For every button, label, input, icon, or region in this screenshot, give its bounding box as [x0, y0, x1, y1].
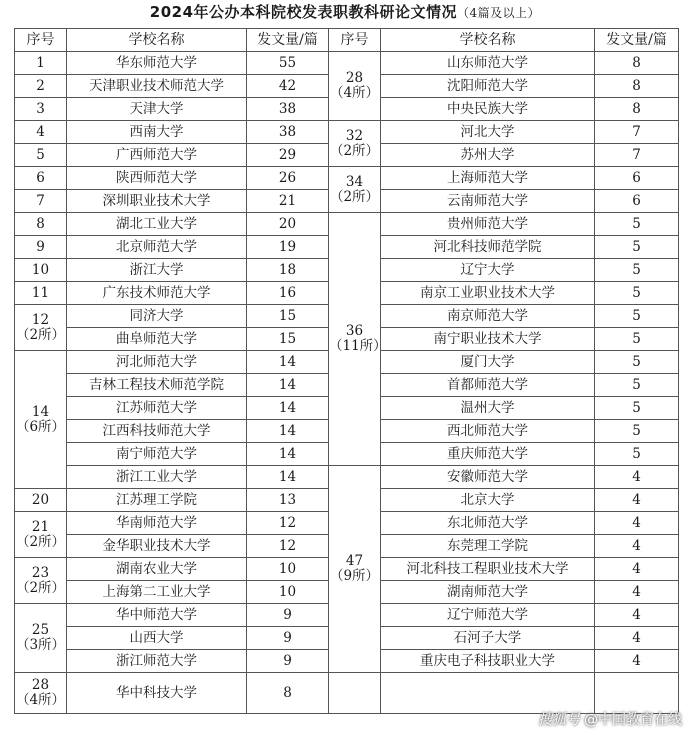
rank-cell	[329, 673, 381, 714]
paper-count-cell: 5	[595, 236, 679, 259]
paper-count-cell: 4	[595, 604, 679, 627]
school-name-cell: 曲阜师范大学	[67, 328, 247, 351]
school-name-cell: 山西大学	[67, 627, 247, 650]
paper-count-cell: 7	[595, 121, 679, 144]
paper-count-cell: 4	[595, 512, 679, 535]
paper-count-cell: 4	[595, 558, 679, 581]
paper-count-cell: 26	[247, 167, 329, 190]
paper-count-cell: 14	[247, 466, 329, 489]
table-row	[15, 121, 679, 144]
watermark	[538, 709, 682, 729]
school-name-cell: 首都师范大学	[381, 374, 595, 397]
paper-count-cell: 38	[247, 121, 329, 144]
school-name-cell: 河北大学	[381, 121, 595, 144]
school-name-cell: 陕西师范大学	[67, 167, 247, 190]
paper-count-cell: 5	[595, 282, 679, 305]
paper-count-cell: 4	[595, 466, 679, 489]
school-name-cell: 北京师范大学	[67, 236, 247, 259]
paper-count-cell: 4	[595, 535, 679, 558]
paper-count-cell: 4	[595, 627, 679, 650]
header-rank-left: 序号	[15, 29, 67, 52]
school-name-cell: 华东师范大学	[67, 52, 247, 75]
rank-number: 12	[31, 311, 50, 328]
paper-count-cell: 15	[247, 328, 329, 351]
paper-count-cell: 4	[595, 581, 679, 604]
school-name-cell: 浙江大学	[67, 259, 247, 282]
school-name-cell: 辽宁大学	[381, 259, 595, 282]
paper-count-cell: 9	[247, 627, 329, 650]
school-name-cell: 厦门大学	[381, 351, 595, 374]
paper-count-cell: 5	[595, 213, 679, 236]
table-row	[15, 466, 679, 489]
school-name-cell: 天津职业技术师范大学	[67, 75, 247, 98]
paper-count-cell: 9	[247, 650, 329, 673]
school-name-cell: 南京师范大学	[381, 305, 595, 328]
school-name-cell: 上海第二工业大学	[67, 581, 247, 604]
paper-count-cell: 10	[247, 581, 329, 604]
paper-count-cell: 5	[595, 328, 679, 351]
rank-tie-count: （2所）	[15, 533, 66, 550]
header-school-right: 学校名称	[381, 29, 595, 52]
rank-number: 3	[36, 100, 45, 117]
rank-tie-count: （3所）	[15, 637, 66, 653]
paper-count-cell: 14	[247, 443, 329, 466]
school-name-cell: 浙江工业大学	[67, 466, 247, 489]
paper-count-cell: 4	[595, 650, 679, 673]
header-rank-right: 序号	[329, 29, 381, 52]
school-name-cell: 云南师范大学	[381, 190, 595, 213]
rank-tie-count: （11所）	[329, 338, 387, 354]
school-name-cell: 东北师范大学	[381, 512, 595, 535]
school-name-cell: 西南大学	[67, 121, 247, 144]
rank-number: 28	[345, 70, 364, 86]
ranking-table	[14, 28, 679, 714]
rank-tie-count: （2所）	[15, 579, 66, 596]
paper-count-cell: 6	[595, 167, 679, 190]
rank-cell	[15, 236, 67, 259]
rank-tie-count: （6所）	[15, 418, 66, 435]
school-name-cell: 深圳职业技术大学	[67, 190, 247, 213]
rank-cell	[15, 144, 67, 167]
school-name-cell: 同济大学	[67, 305, 247, 328]
rank-number: 6	[36, 169, 45, 186]
rank-cell	[15, 489, 67, 512]
rank-tie-count: （2所）	[329, 142, 380, 159]
table-row	[15, 52, 679, 75]
school-name-cell: 重庆师范大学	[381, 443, 595, 466]
header-count-right: 发文量/篇	[595, 29, 679, 52]
school-name-cell: 吉林工程技术师范学院	[67, 374, 247, 397]
rank-cell	[15, 52, 67, 75]
header-count-left: 发文量/篇	[247, 29, 329, 52]
school-name-cell: 金华职业技术大学	[67, 535, 247, 558]
paper-count-cell: 5	[595, 351, 679, 374]
paper-count-cell	[595, 673, 679, 714]
rank-cell	[15, 512, 67, 558]
rank-tie-count: （9所）	[329, 568, 380, 584]
rank-number: 11	[31, 284, 50, 301]
rank-cell	[15, 213, 67, 236]
school-name-cell: 湖北工业大学	[67, 213, 247, 236]
table-subtitle: （4篇及以上）	[457, 6, 541, 20]
paper-count-cell: 8	[247, 673, 329, 714]
school-name-cell: 华中师范大学	[67, 604, 247, 627]
rank-cell	[15, 121, 67, 144]
school-name-cell: 河北师范大学	[67, 351, 247, 374]
rank-cell	[329, 466, 381, 673]
rank-number: 23	[31, 564, 50, 581]
paper-count-cell: 10	[247, 558, 329, 581]
table-row	[15, 167, 679, 190]
school-name-cell: 江西科技师范大学	[67, 420, 247, 443]
rank-cell	[15, 282, 67, 305]
paper-count-cell: 18	[247, 259, 329, 282]
rank-number: 8	[36, 215, 45, 232]
rank-cell	[15, 167, 67, 190]
rank-cell	[15, 190, 67, 213]
rank-tie-count: （2所）	[329, 188, 380, 205]
watermark-source: @中国教育在线	[584, 712, 682, 728]
school-name-cell: 南京工业职业技术大学	[381, 282, 595, 305]
school-name-cell: 湖南农业大学	[67, 558, 247, 581]
rank-number: 25	[31, 622, 50, 638]
paper-count-cell: 5	[595, 443, 679, 466]
rank-cell	[15, 351, 67, 489]
rank-cell	[15, 558, 67, 604]
rank-number: 47	[345, 553, 364, 569]
school-name-cell: 江苏师范大学	[67, 397, 247, 420]
paper-count-cell: 5	[595, 374, 679, 397]
header-school-left: 学校名称	[67, 29, 247, 52]
table-title-text: 2024年公办本科院校发表职教科研论文情况	[149, 3, 458, 21]
rank-cell	[329, 52, 381, 121]
paper-count-cell: 20	[247, 213, 329, 236]
school-name-cell: 山东师范大学	[381, 52, 595, 75]
paper-count-cell: 8	[595, 98, 679, 121]
school-name-cell: 重庆电子科技职业大学	[381, 650, 595, 673]
paper-count-cell: 13	[247, 489, 329, 512]
paper-count-cell: 42	[247, 75, 329, 98]
school-name-cell: 河北科技工程职业技术大学	[381, 558, 595, 581]
school-name-cell: 浙江师范大学	[67, 650, 247, 673]
rank-number: 4	[36, 123, 45, 140]
rank-tie-count: （4所）	[15, 692, 66, 708]
paper-count-cell: 12	[247, 512, 329, 535]
header-row	[15, 29, 679, 52]
rank-cell	[329, 167, 381, 213]
paper-count-cell: 14	[247, 351, 329, 374]
rank-number: 36	[345, 323, 364, 339]
paper-count-cell: 21	[247, 190, 329, 213]
school-name-cell: 沈阳师范大学	[381, 75, 595, 98]
paper-count-cell: 15	[247, 305, 329, 328]
school-name-cell: 华南师范大学	[67, 512, 247, 535]
school-name-cell: 东莞理工学院	[381, 535, 595, 558]
school-name-cell: 湖南师范大学	[381, 581, 595, 604]
paper-count-cell: 29	[247, 144, 329, 167]
school-name-cell: 温州大学	[381, 397, 595, 420]
school-name-cell: 辽宁师范大学	[381, 604, 595, 627]
rank-cell	[329, 213, 387, 466]
paper-count-cell: 5	[595, 420, 679, 443]
rank-cell	[15, 98, 67, 121]
rank-cell	[329, 121, 381, 167]
rank-number: 10	[31, 261, 50, 278]
school-name-cell: 安徽师范大学	[381, 466, 595, 489]
school-name-cell: 贵州师范大学	[381, 213, 595, 236]
rank-number: 28	[31, 677, 50, 693]
school-name-cell: 天津大学	[67, 98, 247, 121]
rank-cell	[15, 305, 67, 351]
rank-tie-count: （4所）	[329, 85, 380, 101]
paper-count-cell: 14	[247, 374, 329, 397]
table-title	[0, 0, 690, 26]
paper-count-cell: 16	[247, 282, 329, 305]
rank-cell	[15, 259, 67, 282]
paper-count-cell: 55	[247, 52, 329, 75]
rank-number: 9	[36, 238, 45, 255]
paper-count-cell: 12	[247, 535, 329, 558]
table-body	[15, 52, 679, 714]
watermark-sohu: 搜狐号	[538, 712, 580, 728]
school-name-cell: 南宁师范大学	[67, 443, 247, 466]
rank-cell	[15, 604, 67, 673]
rank-number: 2	[36, 77, 45, 94]
paper-count-cell: 19	[247, 236, 329, 259]
school-name-cell: 南宁职业技术大学	[381, 328, 595, 351]
school-name-cell: 上海师范大学	[381, 167, 595, 190]
paper-count-cell: 5	[595, 305, 679, 328]
paper-count-cell: 9	[247, 604, 329, 627]
school-name-cell: 苏州大学	[381, 144, 595, 167]
school-name-cell: 广西师范大学	[67, 144, 247, 167]
rank-number: 1	[36, 54, 45, 71]
paper-count-cell: 5	[595, 259, 679, 282]
rank-number: 20	[31, 491, 50, 508]
table-row	[15, 213, 679, 236]
school-name-cell: 华中科技大学	[67, 673, 247, 714]
paper-count-cell: 8	[595, 75, 679, 98]
rank-tie-count: （2所）	[15, 326, 66, 343]
paper-count-cell: 14	[247, 420, 329, 443]
school-name-cell: 江苏理工学院	[67, 489, 247, 512]
rank-number: 5	[36, 146, 45, 163]
paper-count-cell: 38	[247, 98, 329, 121]
school-name-cell: 广东技术师范大学	[67, 282, 247, 305]
rank-number: 14	[31, 403, 50, 420]
rank-number: 34	[345, 173, 364, 190]
rank-cell	[15, 673, 67, 714]
school-name-cell: 中央民族大学	[381, 98, 595, 121]
rank-cell	[15, 75, 67, 98]
paper-count-cell: 14	[247, 397, 329, 420]
rank-number: 21	[31, 518, 50, 535]
rank-number: 7	[36, 192, 45, 209]
table-row	[15, 673, 679, 714]
paper-count-cell: 8	[595, 52, 679, 75]
paper-count-cell: 6	[595, 190, 679, 213]
paper-count-cell: 7	[595, 144, 679, 167]
school-name-cell: 河北科技师范学院	[381, 236, 595, 259]
rank-number: 32	[345, 127, 364, 144]
school-name-cell	[381, 673, 595, 714]
paper-count-cell: 4	[595, 489, 679, 512]
paper-count-cell: 5	[595, 397, 679, 420]
school-name-cell: 西北师范大学	[381, 420, 595, 443]
school-name-cell: 石河子大学	[381, 627, 595, 650]
school-name-cell: 北京大学	[381, 489, 595, 512]
